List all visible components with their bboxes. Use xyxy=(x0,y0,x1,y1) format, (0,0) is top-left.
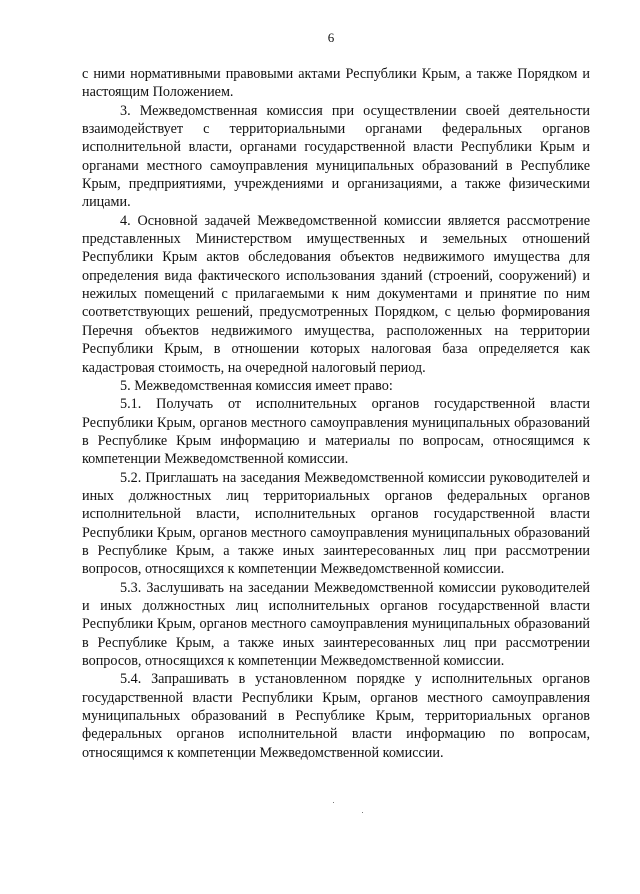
paragraph-item-5-2: 5.2. Приглашать на заседания Межведомственной комиссии руководителей и иных должностных лиц территориальных органов федеральных органов исполнительной власти, исполнительных органов государственной власти Республики Крым, органов местного самоуправления муниципальных образований в Республике Крым, а также иных заинтересованных лиц при рассмотрении вопросов, относящихся к компетенции Межведомственной комиссии. xyxy=(82,469,590,578)
paragraph-item-5-3: 5.3. Заслушивать на заседании Межведомственной комиссии руководителей и иных должностных лиц исполнительных органов государственной власти Республики Крым, органов местного самоуправления муниципальных образований в Республике Крым, а также иных заинтересованных лиц при рассмотрении вопросов, относящихся к компетенции Межведомственной комиссии. xyxy=(82,579,590,669)
paragraph-item-4: 4. Основной задачей Межведомственной комиссии является рассмотрение представленных Министерством имущественных и земельных отношений Республики Крым актов обследования объектов недвижимого имущества для определения вида фактического использования зданий (строений, сооружений) и нежилых помещений с прилагаемыми к ним документами и принятие по ним соответствующих решений, предусмотренных Порядком, с целью формирования Перечня объектов недвижимого имущества, расположенных на территории Республики Крым, в отношении которых налоговая база определяется как кадастровая стоимость, на очередной налоговый период. xyxy=(82,212,590,376)
document-body xyxy=(82,65,590,762)
scan-speck xyxy=(362,812,363,813)
paragraph-item-5: 5. Межведомственная комиссия имеет право: xyxy=(120,377,393,394)
paragraph-item-5-4: 5.4. Запрашивать в установленном порядке у исполнительных органов государственной власти Республики Крым, органов местного самоуправления муниципальных образований в Республике Крым, территориальных органов федеральных органов исполнительной власти информацию по вопросам, относящимся к компетенции Межведомственной комиссии. xyxy=(82,671,590,761)
scan-speck xyxy=(333,802,334,803)
paragraph-item-3: 3. Межведомственная комиссия при осуществлении своей деятельности взаимодействует с территориальными органами федеральных органов исполнительной власти, органами государственной власти Республики Крым и органами местного самоуправления муниципальных образований в Республике Крым, предприятиями, учреждениями и организациями, а также физическими лицами. xyxy=(82,102,590,211)
paragraph-continuation: с ними нормативными правовыми актами Республики Крым, а также Порядком и настоящим Положением. xyxy=(82,66,590,101)
document-page xyxy=(82,30,590,762)
paragraph-item-5-1: 5.1. Получать от исполнительных органов государственной власти Республики Крым, органов местного самоуправления муниципальных образований в Республике Крым информацию и материалы по вопросам, относящимся к компетенции Межведомственной комиссии. xyxy=(82,396,590,468)
page-number: 6 xyxy=(327,30,335,45)
